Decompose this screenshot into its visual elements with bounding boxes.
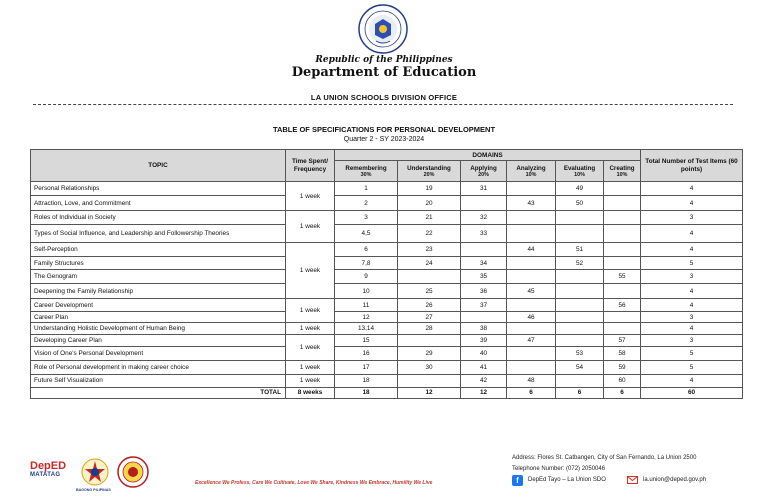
- deped-seal-logo: [358, 4, 408, 54]
- email-icon: [627, 476, 638, 484]
- email-link[interactable]: la.union@deped.gov.ph: [643, 477, 707, 483]
- total-header: Total Number of Test Items (60 points): [641, 150, 743, 182]
- time-cell: 1 week: [286, 323, 335, 334]
- understanding-header: Understanding 20%: [398, 161, 461, 182]
- table-row: Future Self Visualization 1 week 18 42 48 60 4: [31, 374, 743, 387]
- table-row: Vision of One's Personal Development 16 29 40 53 58 5: [31, 346, 743, 360]
- la-union-sdo-seal: [117, 456, 149, 488]
- quarter-label: Quarter 2 - SY 2023-2024: [343, 136, 425, 143]
- table-row: Roles of Individual in Society 1 week 3 21 32 3: [31, 211, 743, 225]
- table-row: Role of Personal development in making career choice 1 week 17 30 41 54 59 5: [31, 360, 743, 374]
- time-cell: 1 week: [286, 360, 335, 374]
- time-cell: 1 week: [286, 374, 335, 387]
- time-cell: 1 week: [286, 334, 335, 360]
- table-row: Types of Social Influence, and Leadership and Followership Theories 4,5 22 33 4: [31, 225, 743, 243]
- table-row: Self-Perception 1 week 6 23 44 51 4: [31, 243, 743, 257]
- facebook-page-link[interactable]: DepEd Tayo – La Union SDO: [528, 477, 606, 483]
- table-row: Deepening the Family Relationship 10 25 36 45 4: [31, 284, 743, 299]
- core-values-motto: Excellence We Profess, Care We Cultivate, Love We Share, Kindness We Embrace, Humility We Live: [195, 480, 433, 486]
- domains-header: DOMAINS: [335, 150, 641, 161]
- creating-header: Creating 10%: [604, 161, 641, 182]
- remembering-header: Remembering 30%: [335, 161, 398, 182]
- telephone-line: Telephone Number: (072) 2050046: [512, 466, 606, 472]
- address-line: Address: Flores St. Catbangen, City of San Fernando, La Union 2500: [512, 455, 697, 461]
- table-row: Developing Career Plan 1 week 15 39 47 57 3: [31, 334, 743, 346]
- table-row: Career Plan 12 27 46 3: [31, 312, 743, 323]
- time-cell: 1 week: [286, 243, 335, 299]
- evaluating-header: Evaluating 10%: [556, 161, 604, 182]
- table-title: TABLE OF SPECIFICATIONS FOR PERSONAL DEVELOPMENT: [272, 125, 496, 134]
- facebook-icon: f: [512, 475, 523, 486]
- header-divider: [33, 104, 733, 105]
- table-row: Understanding Holistic Development of Human Being 1 week 13,14 28 38 4: [31, 323, 743, 334]
- bagong-pilipinas-logo: [80, 457, 110, 487]
- topic-header: TOPIC: [31, 150, 286, 182]
- table-row: Family Structures 7,8 24 34 52 5: [31, 257, 743, 270]
- table-row: Attraction, Love, and Commitment 2 20 43 50 4: [31, 196, 743, 211]
- table-row: The Genogram 9 35 55 3: [31, 270, 743, 284]
- table-row: Personal Relationships 1 week 1 19 31 49 4: [31, 182, 743, 196]
- time-header: Time Spent/ Frequency: [286, 150, 335, 182]
- division-office-heading: LA UNION SCHOOLS DIVISION OFFICE: [310, 93, 458, 102]
- department-heading: Department of Education: [291, 65, 477, 80]
- time-cell: 1 week: [286, 211, 335, 243]
- republic-heading: Republic of the Philippines: [315, 55, 453, 65]
- applying-header: Applying 20%: [461, 161, 507, 182]
- analyzing-header: Analyzing 10%: [507, 161, 556, 182]
- time-cell: 1 week: [286, 182, 335, 211]
- table-row: Career Development 1 week 11 26 37 56 4: [31, 299, 743, 312]
- deped-matatag-logo: DepED MATATAG: [30, 460, 67, 478]
- total-row: TOTAL 8 weeks 18 12 12 6 6 6 60: [31, 387, 743, 398]
- time-cell: 1 week: [286, 299, 335, 323]
- total-label: TOTAL: [31, 387, 286, 398]
- bagong-pilipinas-label: BAGONG PILIPINAS: [76, 488, 111, 492]
- table-of-specifications: [30, 149, 743, 399]
